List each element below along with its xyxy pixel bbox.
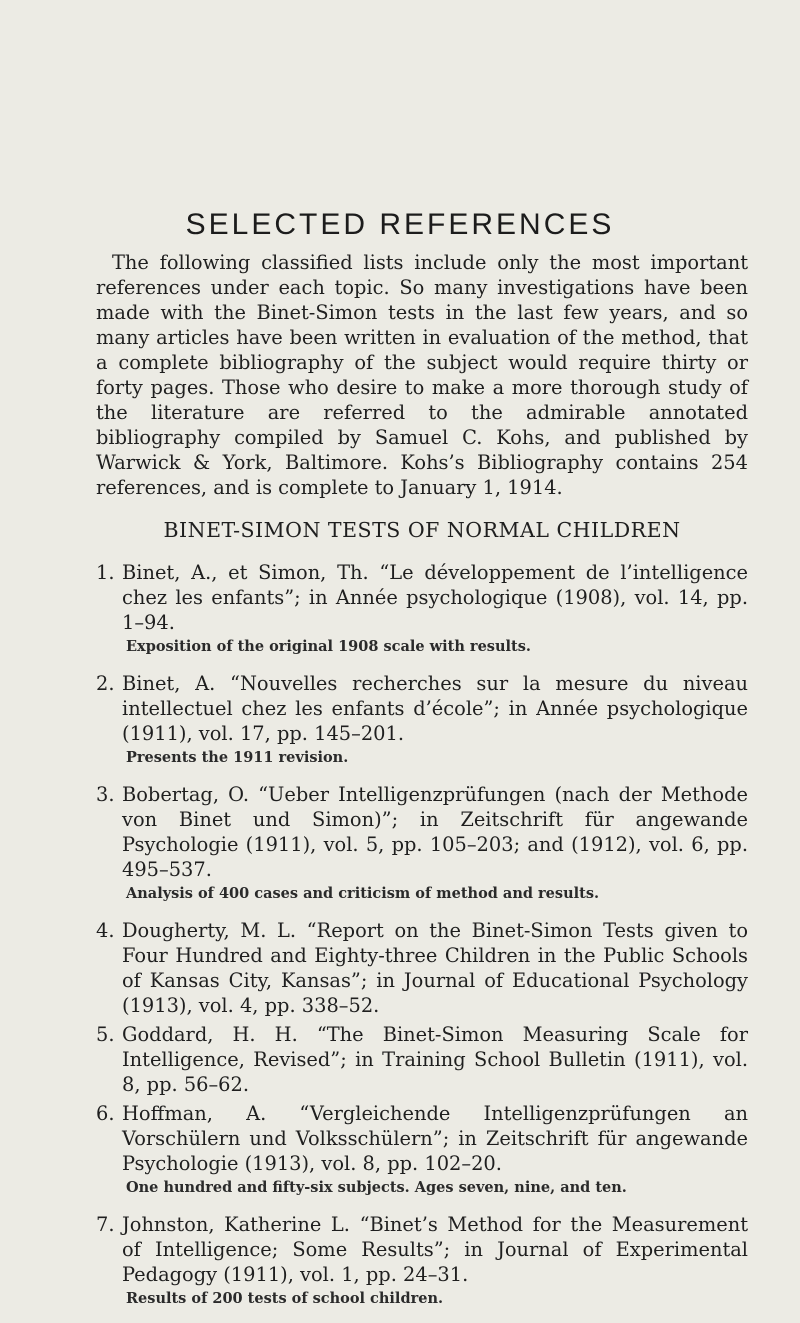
reference-item bbox=[96, 1022, 748, 1097]
reference-number: 2. bbox=[96, 672, 115, 695]
reference-item bbox=[96, 918, 748, 1018]
reference-number: 6. bbox=[96, 1102, 115, 1125]
reference-number: 1. bbox=[96, 561, 115, 584]
reference-citation: Hoffman, A. “Vergleichende Intelligenzprüfungen an Vorschülern und Volksschülern”; in Zeitschrift für angewande Psychologie (1913), vol. 8, pp. 102–20. bbox=[122, 1102, 748, 1175]
reference-item bbox=[96, 1101, 748, 1198]
reference-number: 4. bbox=[96, 919, 115, 942]
reference-citation: Binet, A., et Simon, Th. “Le développement de l’intelligence chez les enfants”; in Année psychologique (1908), vol. 14, pp. 1–94. bbox=[122, 561, 748, 634]
intro-paragraph: The following classified lists include only the most important references under each topic. So many investigations have been made with the Binet-Simon tests in the last few years, and so many articles have been written in evaluation of the method, that a complete bibliography of the subject would require thirty or forty pages. Those who desire to make a more thorough study of the literature are referred to the admirable annotated bibliography compiled by Samuel C. Kohs, and published by Warwick & York, Baltimore. Kohs’s Bibliography contains 254 references, and is complete to January 1, 1914. bbox=[96, 251, 748, 499]
reference-note: Analysis of 400 cases and criticism of method and results. bbox=[126, 885, 600, 902]
reference-number: 5. bbox=[96, 1023, 115, 1046]
section-heading: BINET-SIMON TESTS OF NORMAL CHILDREN bbox=[163, 518, 681, 542]
reference-item bbox=[96, 782, 748, 904]
reference-note: Presents the 1911 revision. bbox=[126, 749, 349, 766]
page-title: SELECTED REFERENCES bbox=[185, 208, 615, 242]
reference-citation: Dougherty, M. L. “Report on the Binet-Simon Tests given to Four Hundred and Eighty-three Children in the Public Schools of Kansas City, Kansas”; in Journal of Educational Psychology (1913), vol. 4, pp. 338–52. bbox=[122, 919, 748, 1017]
reference-citation: Bobertag, O. “Ueber Intelligenzprüfungen (nach der Methode von Binet und Simon)”; in Zeitschrift für angewande Psychologie (1911), vol. 5, pp. 105–203; and (1912), vol. 6, pp. 495–537. bbox=[122, 783, 748, 881]
reference-item bbox=[96, 560, 748, 657]
reference-note: Results of 200 tests of school children. bbox=[126, 1290, 444, 1307]
reference-note: Exposition of the original 1908 scale with results. bbox=[126, 638, 531, 655]
reference-note: One hundred and fifty-six subjects. Ages seven, nine, and ten. bbox=[126, 1179, 627, 1196]
reference-item bbox=[96, 671, 748, 768]
reference-citation: Binet, A. “Nouvelles recherches sur la mesure du niveau intellectuel chez les enfants d’école”; in Année psychologique (1911), vol. 17, pp. 145–201. bbox=[122, 672, 748, 745]
reference-number: 3. bbox=[96, 783, 115, 806]
reference-citation: Goddard, H. H. “The Binet-Simon Measuring Scale for Intelligence, Revised”; in Training School Bulletin (1911), vol. 8, pp. 56–62. bbox=[122, 1023, 748, 1096]
reference-number: 7. bbox=[96, 1213, 115, 1236]
reference-citation: Johnston, Katherine L. “Binet’s Method for the Measurement of Intelligence; Some Results”; in Journal of Experimental Pedagogy (1911), vol. 1, pp. 24–31. bbox=[122, 1213, 748, 1286]
reference-list bbox=[96, 560, 748, 1323]
reference-item bbox=[96, 1212, 748, 1309]
